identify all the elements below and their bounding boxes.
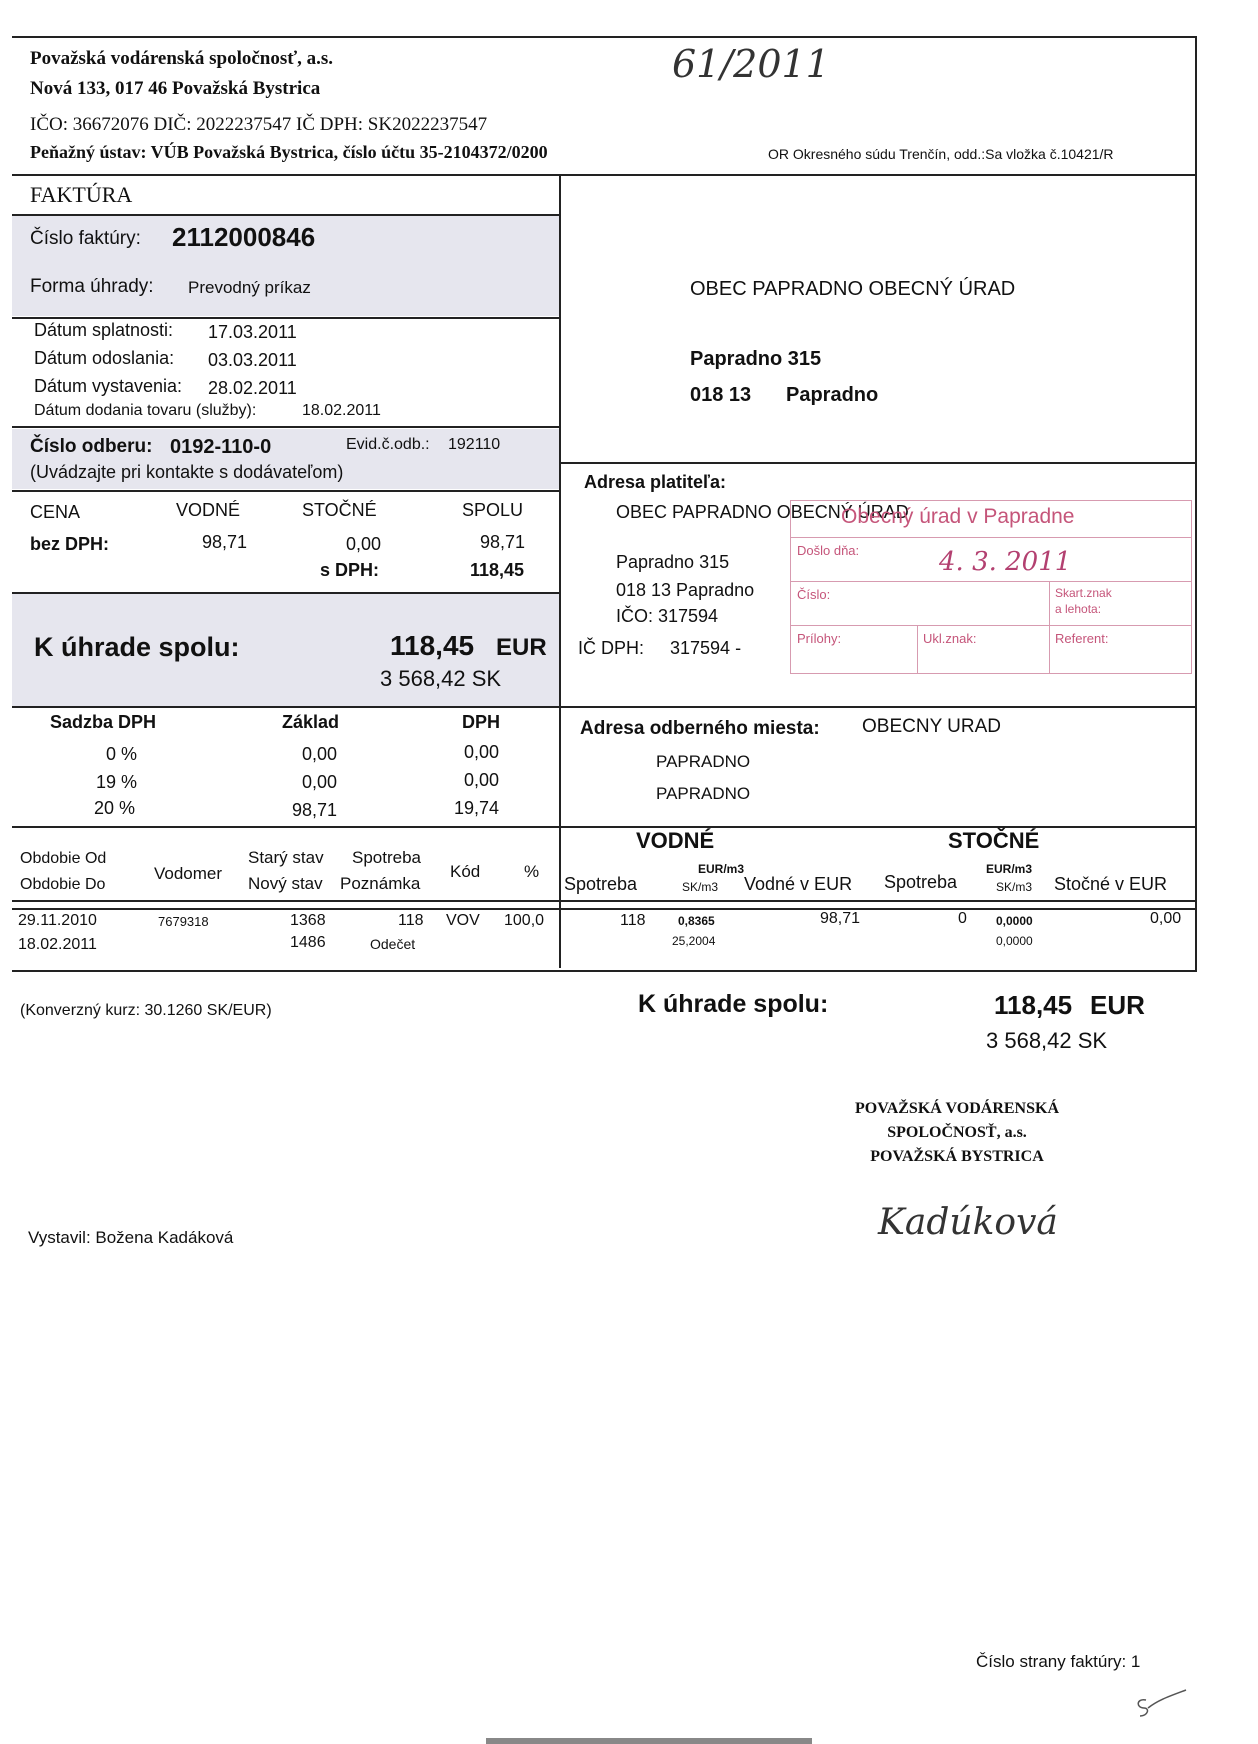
payer-street: Papradno 315: [616, 552, 730, 572]
invoice-number-label: Číslo faktúry:: [30, 228, 141, 249]
company-stamp-line3: POVAŽSKÁ BYSTRICA: [870, 1148, 1044, 1165]
invoice-number: 2112000846: [172, 222, 316, 252]
th-v-spotreba: Spotreba: [564, 874, 638, 894]
stamp-referent-label: Referent:: [1055, 631, 1109, 646]
th-note: Poznámka: [340, 874, 421, 893]
supplier-address: Nová 133, 017 46 Považská Bystrica: [30, 78, 321, 99]
recipient-city: Papradno: [786, 384, 879, 406]
conversion-rate: (Konverzný kurz: 30.1260 SK/EUR): [20, 1002, 272, 1019]
stamp-received-date: 4. 3. 2011: [939, 547, 1072, 577]
s-dph-total: 118,45: [470, 560, 525, 580]
total-label: K úhrade spolu:: [34, 632, 240, 662]
stamp-number-label: Číslo:: [797, 587, 831, 602]
price-header-stocne: STOČNÉ: [302, 500, 377, 520]
th-code: Kód: [450, 862, 481, 881]
th-vodne: VODNÉ: [636, 828, 715, 853]
company-stamp-line2: SPOLOČNOSŤ, a.s.: [887, 1124, 1027, 1141]
vat-base: 98,71: [292, 800, 338, 820]
stamp-ukl-label: Ukl.znak:: [923, 631, 977, 646]
row-code: VOV: [446, 912, 480, 929]
price-header-spolu: SPOLU: [462, 500, 524, 520]
customer-no-label: Číslo odberu:: [30, 436, 153, 457]
scan-edge: [486, 1738, 812, 1744]
s-dph-label: s DPH:: [320, 560, 380, 580]
th-period-from: Obdobie Od: [20, 850, 107, 867]
th-s-eurm3: EUR/m3: [986, 862, 1033, 876]
row-v-total: 98,71: [820, 910, 861, 927]
th-usage: Spotreba: [352, 848, 421, 867]
initials-mark: [1130, 1686, 1190, 1726]
payment-method: Prevodný príkaz: [188, 278, 311, 297]
payer-zip-city: 018 13 Papradno: [616, 580, 755, 600]
footer-total-eur-unit: EUR: [1090, 990, 1145, 1020]
row-note: Odečet: [370, 936, 416, 952]
th-stocne-eur: Stočné v EUR: [1054, 874, 1168, 894]
supplier-bank: Peňažný ústav: VÚB Považská Bystrica, číslo účtu 35-2104372/0200: [30, 142, 548, 162]
th-vodne-eur: Vodné v EUR: [744, 874, 853, 894]
issued-date: 28.02.2011: [208, 378, 297, 398]
row-from: 29.11.2010: [18, 912, 97, 929]
due-label: Dátum splatnosti:: [34, 320, 174, 340]
company-stamp-line1: POVAŽSKÁ VODÁRENSKÁ: [854, 1100, 1059, 1117]
row-usage: 118: [398, 912, 424, 929]
th-stocne: STOČNÉ: [948, 828, 1040, 853]
stamp-attachments-label: Prílohy:: [797, 631, 842, 646]
stamp-received-label: Došlo dňa:: [797, 543, 860, 558]
th-v-skm3: SK/m3: [682, 880, 719, 894]
due-date: 17.03.2011: [208, 322, 297, 342]
vat-rate: 19 %: [96, 772, 138, 792]
th-meter: Vodomer: [154, 864, 223, 883]
payer-label: Adresa platiteľa:: [584, 472, 726, 492]
customer-no: 0192-110-0: [170, 436, 272, 458]
vat-amount: 0,00: [464, 742, 500, 762]
handwritten-ref: 61/2011: [672, 42, 830, 86]
total-sk: 3 568,42 SK: [380, 666, 502, 691]
price-header-vodne: VODNÉ: [176, 500, 241, 520]
supplier-ids: IČO: 36672076 DIČ: 2022237547 IČ DPH: SK2022237547: [30, 114, 488, 135]
consumption-label: Adresa odberného miesta:: [580, 718, 820, 739]
th-old: Starý stav: [248, 848, 324, 867]
recipient-street: Papradno 315: [690, 348, 822, 370]
th-pct: %: [524, 862, 540, 881]
th-s-spotreba: Spotreba: [884, 872, 958, 892]
payer-ico: IČO: 317594: [616, 606, 719, 626]
th-new: Nový stav: [248, 874, 323, 893]
consumption-line1: PAPRADNO: [656, 752, 751, 771]
received-stamp: [790, 500, 1192, 674]
price-header-cena: CENA: [30, 502, 81, 522]
recipient-zip: 018 13: [690, 384, 752, 406]
vat-base: 0,00: [302, 772, 338, 792]
sent-date: 03.03.2011: [208, 350, 297, 370]
row-meter-no: 7679318: [158, 914, 209, 929]
row-s-total: 0,00: [1150, 910, 1182, 927]
row-s-sk: 0,0000: [996, 934, 1033, 948]
vat-base: 0,00: [302, 744, 338, 764]
bez-dph-stocne: 0,00: [346, 534, 382, 554]
row-v-sk: 25,2004: [672, 934, 716, 948]
vat-amount: 0,00: [464, 770, 500, 790]
footer-total-eur: 118,45: [994, 990, 1073, 1020]
vat-header-rate: Sadzba DPH: [50, 712, 157, 732]
row-old: 1368: [290, 912, 326, 929]
row-s-eur: 0,0000: [996, 914, 1033, 928]
footer-total-label: K úhrade spolu:: [638, 990, 829, 1018]
bez-dph-label: bez DPH:: [30, 534, 110, 554]
payment-label: Forma úhrady:: [30, 276, 154, 297]
th-s-skm3: SK/m3: [996, 880, 1033, 894]
issued-label: Dátum vystavenia:: [34, 376, 183, 396]
signature: Kadúková: [878, 1202, 1058, 1243]
payer-icdph-label: IČ DPH:: [578, 638, 645, 658]
footer-total-sk: 3 568,42 SK: [986, 1028, 1108, 1053]
supplier-name: Považská vodárenská spoločnosť, a.s.: [30, 48, 334, 69]
evid-label: Evid.č.odb.:: [346, 436, 430, 453]
vat-header-base: Základ: [282, 712, 340, 732]
payer-name: OBEC PAPRADNO OBECNÝ ÚRAD: [616, 502, 909, 522]
vat-rate: 20 %: [94, 798, 136, 818]
bez-dph-spolu: 98,71: [480, 532, 526, 552]
invoice-title: FAKTÚRA: [30, 182, 133, 207]
th-period-to: Obdobie Do: [20, 876, 106, 893]
page-number: Číslo strany faktúry: 1: [976, 1652, 1141, 1671]
row-to: 18.02.2011: [18, 936, 97, 953]
evid-number: 192110: [448, 436, 501, 453]
bez-dph-vodne: 98,71: [202, 532, 248, 552]
stamp-title: Obecný úrad v Papradne: [841, 505, 1075, 528]
recipient-name: OBEC PAPRADNO OBECNÝ ÚRAD: [690, 278, 1016, 300]
row-pct: 100,0: [504, 912, 545, 929]
row-s-usage: 0: [958, 910, 967, 927]
row-v-usage: 118: [620, 912, 646, 929]
row-v-eur: 0,8365: [678, 914, 715, 928]
stamp-skart-label: Skart.znak a lehota:: [1055, 586, 1112, 616]
sent-label: Dátum odoslania:: [34, 348, 175, 368]
vat-header-vat: DPH: [462, 712, 501, 732]
issued-by: Vystavil: Božena Kadáková: [28, 1228, 234, 1247]
row-new: 1486: [290, 934, 326, 951]
contact-note: (Uvádzajte pri kontakte s dodávateľom): [30, 462, 344, 482]
consumption-name: OBECNY URAD: [862, 716, 1002, 737]
total-eur: 118,45: [390, 630, 475, 661]
payer-icdph: 317594 -: [670, 638, 742, 658]
register-info: OR Okresného súdu Trenčín, odd.:Sa vložka č.10421/R: [768, 146, 1114, 162]
vat-amount: 19,74: [454, 798, 500, 818]
total-eur-unit: EUR: [496, 634, 547, 661]
consumption-line2: PAPRADNO: [656, 784, 751, 803]
vat-rate: 0 %: [106, 744, 138, 764]
th-v-eurm3: EUR/m3: [698, 862, 745, 876]
delivery-date: 18.02.2011: [302, 402, 381, 419]
delivery-label: Dátum dodania tovaru (služby):: [34, 402, 257, 419]
